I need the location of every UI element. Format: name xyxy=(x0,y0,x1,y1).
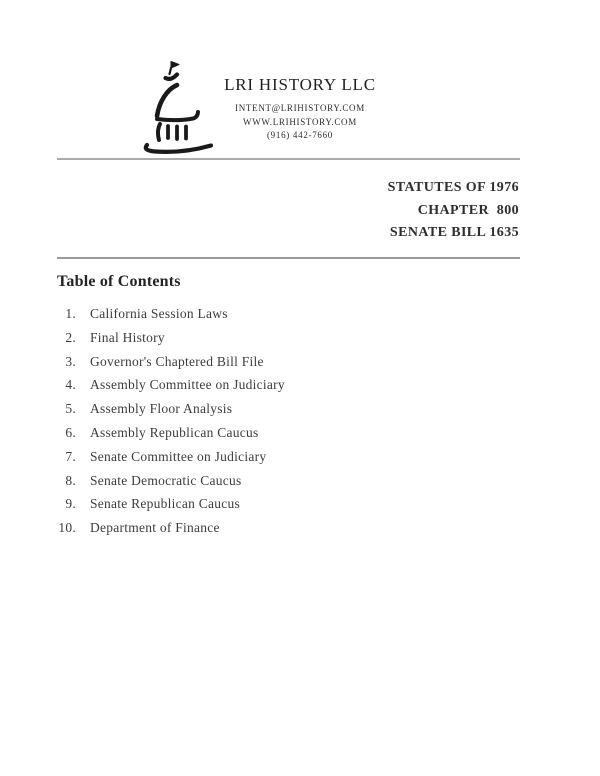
toc-item-label: Assembly Republican Caucus xyxy=(90,424,259,440)
toc-item-number: 2. xyxy=(65,329,76,345)
toc-item-label: Final History xyxy=(90,329,165,345)
toc-item xyxy=(45,445,465,469)
toc-item-label: Assembly Floor Analysis xyxy=(90,401,233,417)
toc-item-label: Senate Committee on Judiciary xyxy=(90,448,267,464)
statutes-year-line: STATUTES OF 1976 xyxy=(387,180,519,195)
toc-item xyxy=(45,516,465,540)
toc-item xyxy=(45,373,465,397)
toc-item-label: Senate Republican Caucus xyxy=(90,496,240,512)
statute-reference-block xyxy=(388,177,519,245)
horizontal-rule-top xyxy=(57,158,520,160)
toc-item xyxy=(45,397,465,421)
toc-item-label: Assembly Committee on Judiciary xyxy=(90,377,285,393)
toc-item-number: 3. xyxy=(65,353,76,369)
company-email: INTENT@LRIHISTORY.COM xyxy=(235,103,365,113)
toc-item-label: Governor's Chaptered Bill File xyxy=(90,353,264,369)
company-website: WWW.LRIHISTORY.COM xyxy=(243,116,357,127)
toc-item xyxy=(45,302,465,326)
toc-item-label: California Session Laws xyxy=(90,306,228,321)
toc-item-number: 1. xyxy=(65,306,76,321)
senate-bill-line: SENATE BILL 1635 xyxy=(389,225,519,241)
toc-item xyxy=(45,326,465,350)
toc-item-number: 9. xyxy=(65,496,76,512)
chapter-line: CHAPTER 800 xyxy=(417,202,519,218)
horizontal-rule-bottom xyxy=(57,257,520,259)
toc-item xyxy=(45,469,465,493)
toc-item-label: Senate Democratic Caucus xyxy=(90,472,242,488)
letterhead xyxy=(175,75,425,143)
company-phone: (916) 442-7660 xyxy=(266,130,334,140)
toc-item xyxy=(45,492,465,516)
toc-item-number: 8. xyxy=(65,472,76,488)
toc-item-number: 10. xyxy=(58,520,76,536)
toc-item-number: 5. xyxy=(65,401,76,417)
toc-item xyxy=(45,421,465,445)
toc-item-label: Department of Finance xyxy=(90,520,220,536)
toc-item xyxy=(45,350,465,374)
toc-item-number: 7. xyxy=(65,448,76,464)
toc-item-number: 6. xyxy=(65,424,76,440)
company-name: LRI HISTORY LLC xyxy=(224,75,376,94)
toc-title: Table of Contents xyxy=(57,273,181,290)
toc-item-number: 4. xyxy=(65,377,76,393)
toc-list xyxy=(45,302,465,540)
